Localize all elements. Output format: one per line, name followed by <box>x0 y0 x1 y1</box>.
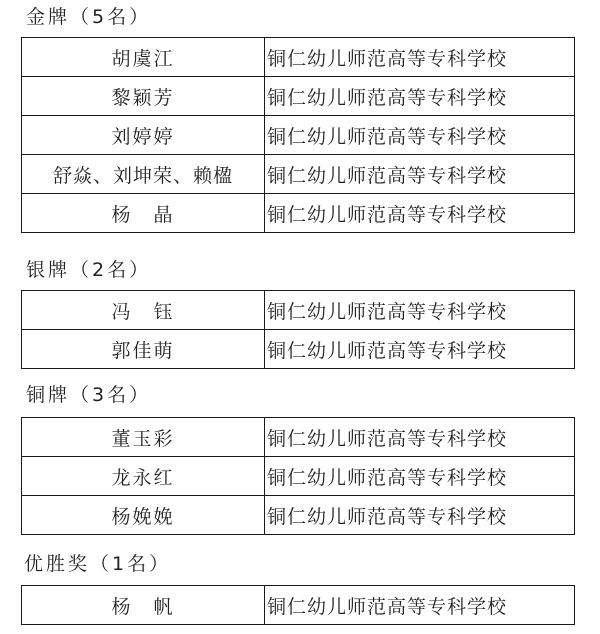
school-name: 铜仁幼儿师范高等专科学校 <box>265 116 575 155</box>
school-name: 铜仁幼儿师范高等专科学校 <box>265 418 575 457</box>
section-heading-honorable-mention: 优胜奖（1名） <box>24 553 172 575</box>
section-heading-silver: 银牌（2名） <box>26 259 152 281</box>
school-name: 铜仁幼儿师范高等专科学校 <box>265 496 575 535</box>
table-row <box>22 330 575 369</box>
table-row <box>22 77 575 116</box>
table-row <box>22 38 575 77</box>
winner-name: 冯 钰 <box>22 291 265 330</box>
table-row <box>22 496 575 535</box>
winner-name: 舒焱、刘坤荣、赖楹 <box>22 155 265 194</box>
table-row <box>22 586 575 625</box>
section-heading-gold: 金牌（5名） <box>26 6 152 28</box>
school-name: 铜仁幼儿师范高等专科学校 <box>265 586 575 625</box>
school-name: 铜仁幼儿师范高等专科学校 <box>265 38 575 77</box>
gold-award-table <box>21 37 575 233</box>
winner-name: 杨 帆 <box>22 586 265 625</box>
school-name: 铜仁幼儿师范高等专科学校 <box>265 457 575 496</box>
table-row <box>22 194 575 233</box>
winner-name: 胡虞江 <box>22 38 265 77</box>
table-row <box>22 155 575 194</box>
silver-award-table <box>21 290 575 369</box>
winner-name: 杨娩娩 <box>22 496 265 535</box>
table-row <box>22 116 575 155</box>
winner-name: 龙永红 <box>22 457 265 496</box>
school-name: 铜仁幼儿师范高等专科学校 <box>265 77 575 116</box>
section-heading-bronze: 铜牌（3名） <box>26 384 152 406</box>
school-name: 铜仁幼儿师范高等专科学校 <box>265 155 575 194</box>
winner-name: 刘婷婷 <box>22 116 265 155</box>
honorable-mention-table <box>21 585 575 625</box>
winner-name: 杨 晶 <box>22 194 265 233</box>
school-name: 铜仁幼儿师范高等专科学校 <box>265 330 575 369</box>
bronze-award-table <box>21 417 575 535</box>
school-name: 铜仁幼儿师范高等专科学校 <box>265 291 575 330</box>
table-row <box>22 457 575 496</box>
table-row <box>22 418 575 457</box>
school-name: 铜仁幼儿师范高等专科学校 <box>265 194 575 233</box>
winner-name: 黎颖芳 <box>22 77 265 116</box>
table-row <box>22 291 575 330</box>
winner-name: 董玉彩 <box>22 418 265 457</box>
winner-name: 郭佳萌 <box>22 330 265 369</box>
